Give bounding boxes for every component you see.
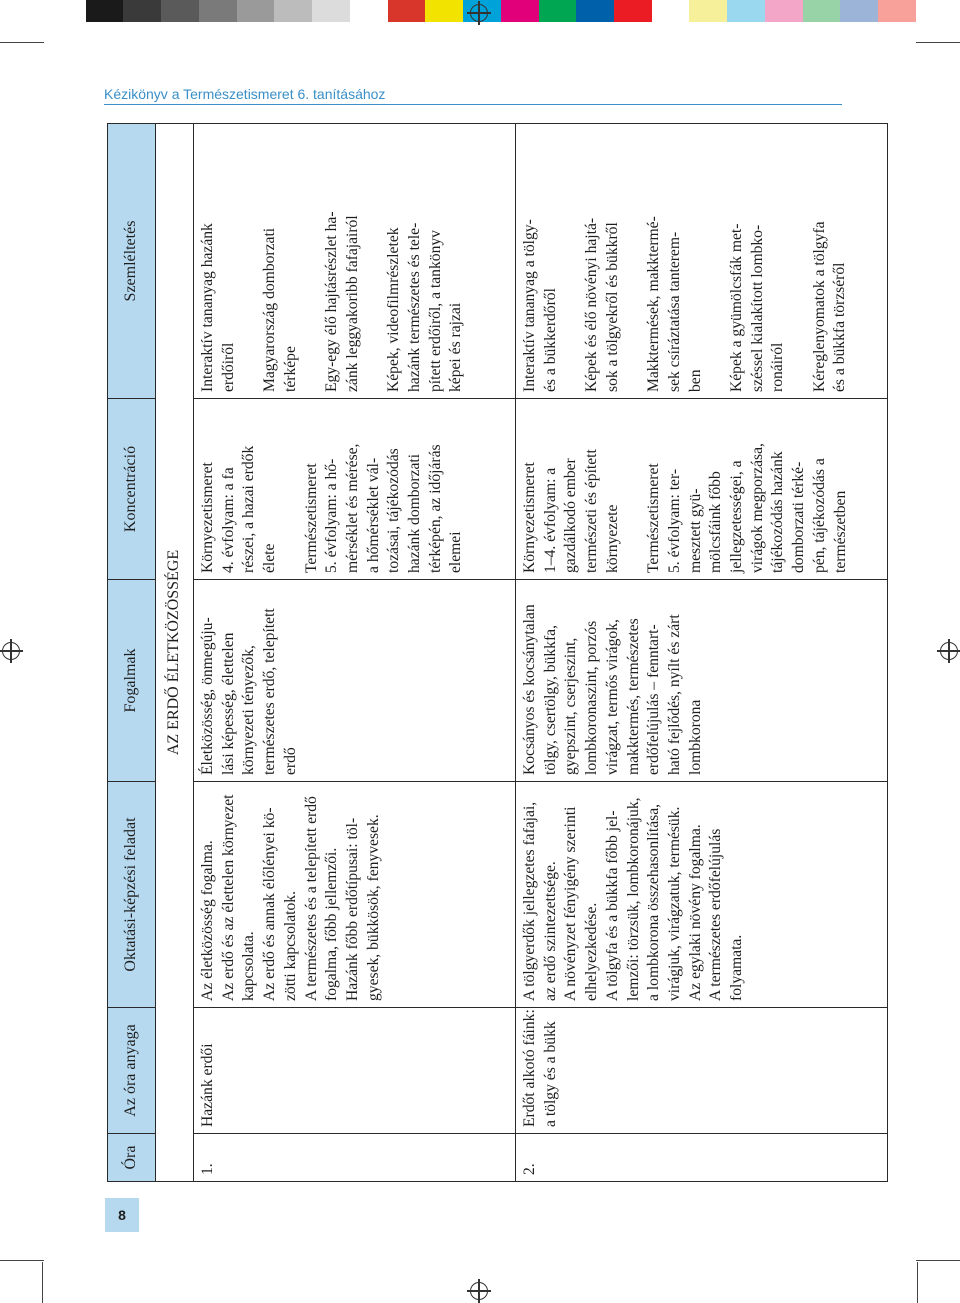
cell-line: Kéreglenyomatok a tölgyfa bbox=[810, 221, 828, 392]
cell-line: Interaktív tananyag hazánk bbox=[199, 223, 216, 392]
cell-line: Erdőt alkotó fáink: bbox=[521, 1009, 538, 1127]
cell-anyag bbox=[194, 1008, 516, 1134]
rotated-table-container bbox=[107, 124, 849, 1182]
color-swatch bbox=[237, 0, 275, 22]
cell-line bbox=[706, 130, 727, 392]
cell-line: Kocsányos és kocsánytalan bbox=[521, 604, 538, 775]
color-swatch bbox=[425, 0, 463, 22]
cell-line: sek csíráztatása tanterem- bbox=[665, 231, 683, 392]
cell-line: mesztett gyü- bbox=[686, 488, 704, 573]
cell-szemleltetes bbox=[516, 124, 888, 399]
cell-ora: 1. bbox=[194, 1134, 516, 1182]
cell-line: Természetismeret bbox=[645, 463, 663, 573]
crop-mark bbox=[0, 1260, 44, 1261]
cell-line: kapcsolata. bbox=[240, 931, 258, 1001]
table-header-row bbox=[108, 124, 156, 1182]
section-row bbox=[156, 124, 194, 1182]
col-header-anyag: Az óra anyaga bbox=[108, 1008, 156, 1134]
cell-line: a hőmérséklet vál- bbox=[364, 457, 382, 573]
cell-line: Környezetismeret bbox=[199, 462, 216, 573]
cell-line: folyamata. bbox=[728, 934, 746, 1001]
crop-mark bbox=[916, 42, 960, 43]
color-swatch bbox=[86, 0, 124, 22]
color-swatch bbox=[388, 0, 426, 22]
cell-koncentracio bbox=[516, 399, 888, 580]
col-header-ora: Óra bbox=[108, 1134, 156, 1182]
cell-line: lemzői: törzsük, lombkoronájuk, bbox=[624, 797, 642, 1001]
cell-line: ronáiról bbox=[769, 342, 787, 392]
crop-mark bbox=[42, 1262, 43, 1303]
cell-line: Természetismeret bbox=[302, 463, 320, 573]
color-swatch bbox=[614, 0, 652, 22]
curriculum-table-wrapper bbox=[107, 124, 849, 1182]
cell-line bbox=[624, 130, 645, 392]
cell-line: jellegzetességei, a bbox=[728, 460, 746, 573]
cell-line: A tölgyerdők jellegzetes fafajai, bbox=[521, 801, 538, 1001]
cell-line: ható fejlődés, nyílt és zárt bbox=[665, 614, 683, 775]
cell-line: hazánk domborzati bbox=[406, 453, 424, 573]
color-swatch bbox=[199, 0, 237, 22]
cell-line: élete bbox=[261, 543, 279, 573]
cell-line: térképe bbox=[281, 346, 299, 392]
cell-line: zötti kapcsolatok. bbox=[281, 891, 299, 1001]
cell-koncentracio bbox=[194, 399, 516, 580]
cell-line: Az életközösség fogalma. bbox=[199, 840, 216, 1001]
cell-line: természeti és épített bbox=[583, 449, 601, 573]
cell-line: környezeti tényezők, bbox=[240, 645, 258, 775]
cell-line: hazánk természetes és tele- bbox=[405, 222, 423, 392]
cell-anyag bbox=[516, 1008, 888, 1134]
cell-line: a lombkorona összehasonlítása, bbox=[645, 803, 663, 1001]
cell-line: 5. évfolyam: ter- bbox=[665, 468, 683, 573]
cell-line: Képek a gyümölcsfák met- bbox=[727, 223, 745, 392]
cell-line: gyesek, bükkösök, fenyvesek. bbox=[364, 814, 382, 1001]
cell-line: elemei bbox=[447, 531, 465, 573]
cell-line: A növényzet fényigény szerinti bbox=[562, 806, 580, 1001]
color-swatch bbox=[350, 0, 388, 22]
crop-mark bbox=[916, 1260, 960, 1261]
cell-line: környezete bbox=[603, 504, 621, 573]
cell-line: erdő bbox=[281, 747, 299, 775]
col-header-feladat: Oktatási-képzési feladat bbox=[108, 782, 156, 1008]
color-swatch bbox=[539, 0, 577, 22]
cell-ora: 2. bbox=[516, 1134, 888, 1182]
cell-line: A természetes és a telepített erdő bbox=[302, 796, 320, 1001]
cell-line: és a bükkerdőről bbox=[541, 288, 559, 392]
cell-line: tozásai, tájékozódás bbox=[385, 448, 403, 573]
cell-line bbox=[624, 405, 645, 573]
color-swatch bbox=[576, 0, 614, 22]
cell-line bbox=[239, 130, 260, 392]
color-swatch bbox=[48, 0, 86, 22]
cell-line: Makktermések, makktermé- bbox=[645, 216, 663, 392]
cell-line: domborzati térké- bbox=[790, 461, 808, 573]
color-swatch bbox=[123, 0, 161, 22]
cell-line: Életközösség, önmegúju- bbox=[199, 617, 216, 775]
cell-line bbox=[364, 130, 385, 392]
cell-line: térképén, az időjárás bbox=[426, 444, 444, 573]
cell-line bbox=[281, 405, 302, 573]
registration-mark-right bbox=[940, 642, 958, 660]
cell-line: virágok megporzása, bbox=[748, 443, 766, 573]
cell-line: A tölgyfa és a bükkfa főbb jel- bbox=[603, 810, 621, 1001]
cell-line: az erdő szintezettsége. bbox=[541, 861, 559, 1001]
color-swatch bbox=[689, 0, 727, 22]
curriculum-table bbox=[107, 123, 888, 1182]
cell-feladat bbox=[194, 782, 516, 1008]
cell-line: mölcsfáink főbb bbox=[707, 471, 725, 573]
cell-szemleltetes bbox=[194, 124, 516, 399]
registration-mark-bottom bbox=[470, 1282, 488, 1300]
cell-line: 5. évfolyam: a hő- bbox=[323, 458, 341, 573]
cell-line: természetben bbox=[831, 490, 849, 573]
header-rule bbox=[104, 104, 842, 105]
color-swatch bbox=[312, 0, 350, 22]
cell-line: természetes erdő, telepített bbox=[261, 608, 279, 775]
color-swatch bbox=[765, 0, 803, 22]
col-header-koncentracio: Koncentráció bbox=[108, 399, 156, 580]
color-swatch bbox=[652, 0, 690, 22]
running-header: Kézikönyv a Természetismeret 6. tanításához bbox=[104, 86, 386, 102]
cell-line: erdőiről bbox=[219, 342, 237, 392]
cell-line bbox=[561, 130, 582, 392]
cell-line: lombkorona bbox=[686, 699, 704, 775]
cell-line bbox=[302, 130, 323, 392]
cell-line: tölgy, csertölgy, bükkfa, bbox=[541, 625, 559, 775]
cell-fogalmak bbox=[516, 580, 888, 782]
cell-line: képei és rajzai bbox=[447, 302, 465, 392]
cell-line: virágjuk, virágzatuk, termésük. bbox=[665, 806, 683, 1001]
cell-line: Az erdő és annak élőlényei kö- bbox=[261, 807, 279, 1001]
cell-line: Az egylaki növény fogalma. bbox=[686, 824, 704, 1001]
cell-line: virágzat, termős virágok, bbox=[603, 619, 621, 775]
cell-line: erdőfelújulás – fenntart- bbox=[645, 624, 663, 775]
cell-line: ben bbox=[686, 369, 704, 392]
page-number: 8 bbox=[105, 1198, 139, 1232]
cell-line: fogalma, főbb jellemzői. bbox=[323, 847, 341, 1001]
col-header-fogalmak: Fogalmak bbox=[108, 580, 156, 782]
cell-line: 1–4. évfolyam: a bbox=[541, 467, 559, 573]
color-swatch bbox=[501, 0, 539, 22]
cell-line: Interaktív tananyag a tölgy- bbox=[521, 219, 538, 392]
cell-line: Az erdő és az élettelen környezet bbox=[219, 794, 237, 1001]
cell-line: makktermés, természetes bbox=[624, 618, 642, 775]
color-swatch bbox=[803, 0, 841, 22]
registration-mark-left bbox=[2, 642, 20, 660]
cell-line: Magyarország domborzati bbox=[261, 227, 279, 392]
section-title: AZ ERDŐ ÉLETKÖZÖSSÉGE bbox=[156, 124, 194, 1182]
cell-line: pített erdőiről, a tankönyv bbox=[426, 230, 444, 392]
crop-mark bbox=[0, 42, 44, 43]
cell-line: és a bükkfa törzséről bbox=[831, 262, 849, 392]
cell-line: gyepszint, cserjeszint, bbox=[562, 637, 580, 775]
cell-line: Környezetismeret bbox=[521, 462, 538, 573]
cell-line: zánk leggyakoribb fafajairól bbox=[343, 215, 361, 392]
color-swatch bbox=[727, 0, 765, 22]
cell-line: A természetes erdőfelújulás bbox=[707, 828, 725, 1001]
cell-line: tájékozódás hazánk bbox=[769, 451, 787, 573]
cell-line: Hazánk erdői bbox=[199, 1043, 216, 1127]
cell-line: mérséklet és mérése, bbox=[343, 443, 361, 573]
cell-line: lási képesség, élettelen bbox=[219, 632, 237, 775]
cell-line: Hazánk főbb erdőtípusai: töl- bbox=[343, 817, 361, 1001]
col-header-szemleltetes: Szemléltetés bbox=[108, 124, 156, 399]
cell-feladat bbox=[516, 782, 888, 1008]
cell-line: széssel kialakított lombko- bbox=[748, 224, 766, 392]
crop-mark bbox=[917, 1262, 918, 1303]
cell-line: Képek és élő növényi hajtá- bbox=[583, 217, 601, 392]
cell-line: Képek, videofilmrészletek bbox=[385, 227, 403, 392]
cell-line: lombkoronaszint, porzós bbox=[583, 620, 601, 775]
table-row bbox=[516, 124, 888, 1182]
cell-line: részei, a hazai erdők bbox=[240, 445, 258, 573]
color-swatch bbox=[878, 0, 916, 22]
cell-line: pén, tájékozódás a bbox=[810, 458, 828, 573]
cell-line: sok a tölgyekről és bükkről bbox=[603, 222, 621, 392]
cell-line: a tölgy és a bükk bbox=[541, 1021, 559, 1127]
cell-line: 4. évfolyam: a fa bbox=[219, 467, 237, 573]
cell-line: Egy-egy élő hajtásrészlet ha- bbox=[323, 211, 341, 392]
registration-mark-top bbox=[470, 4, 488, 22]
color-swatch bbox=[161, 0, 199, 22]
cell-fogalmak bbox=[194, 580, 516, 782]
cell-line bbox=[789, 130, 810, 392]
color-swatch bbox=[274, 0, 312, 22]
color-swatch bbox=[840, 0, 878, 22]
table-row bbox=[194, 124, 516, 1182]
cell-line: gazdálkodó ember bbox=[562, 458, 580, 573]
cell-line: elhelyezkedése. bbox=[583, 902, 601, 1001]
